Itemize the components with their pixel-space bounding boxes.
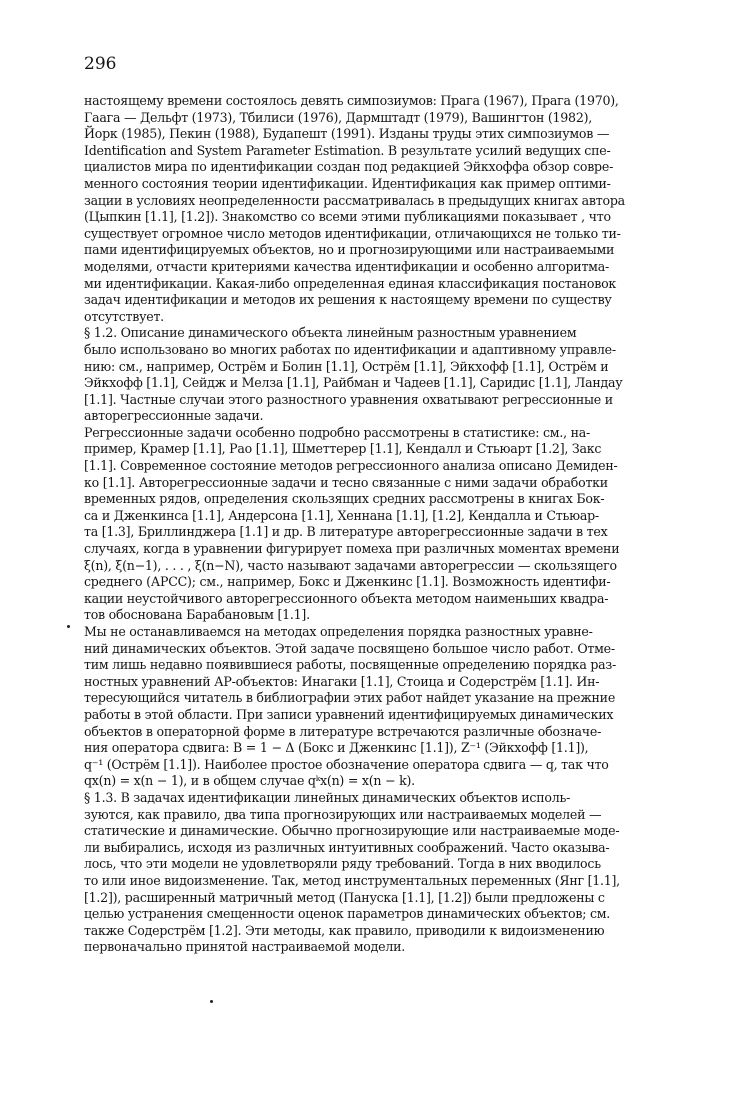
text-line: зуются, как правило, два типа прогнозирующих или настраиваемых моделей — bbox=[84, 806, 602, 822]
text-line: авторегрессионные задачи. bbox=[84, 408, 264, 424]
paragraph bbox=[84, 93, 688, 325]
text-line: (Цыпкин [1.1], [1.2]). Знакомство со всеми этими публикациями показывает , что bbox=[84, 209, 611, 225]
text-line: ко [1.1]. Авторегрессионные задачи и тесно связанные с ними задачи обработки bbox=[84, 474, 608, 490]
text-line: ми идентификации. Какая-либо определенная единая классификация постановок bbox=[84, 275, 617, 291]
text-line: Мы не останавливаемся на методах определения порядка разностных уравне- bbox=[84, 624, 593, 639]
body-text bbox=[84, 93, 688, 956]
scan-speck bbox=[67, 625, 70, 628]
text-line: статические и динамические. Обычно прогнозирующие или настраиваемые моде- bbox=[84, 823, 620, 839]
text-line: Гаага — Дельфт (1973), Тбилиси (1976), Дармштадт (1979), Вашингтон (1982), bbox=[84, 109, 593, 125]
text-line: первоначально принятой настраиваемой модели. bbox=[84, 939, 405, 955]
text-line: пример, Крамер [1.1], Рао [1.1], Шметтерер [1.1], Кендалл и Стьюарт [1.2], Закс bbox=[84, 441, 602, 457]
text-line: то или иное видоизменение. Так, метод инструментальных переменных (Янг [1.1], bbox=[84, 872, 620, 888]
text-line: существует огромное число методов идентификации, отличающихся не только ти- bbox=[84, 225, 621, 241]
text-line: зации в условиях неопределенности рассматривалась в предыдущих книгах автора bbox=[84, 192, 625, 208]
text-line: работы в этой области. При записи уравнений идентифицируемых динамических bbox=[84, 706, 614, 722]
text-line: [1.1]. Частные случаи этого разностного уравнения охватывают регрессионные и bbox=[84, 391, 613, 407]
scan-speck bbox=[210, 1000, 213, 1003]
text-line: Йорк (1985), Пекин (1988), Будапешт (1991). Изданы труды этих симпозиумов — bbox=[84, 126, 610, 142]
text-line: Эйкхофф [1.1], Сейдж и Мелза [1.1], Райбман и Чадеев [1.1], Саридис [1.1], Ландау bbox=[84, 375, 623, 391]
text-line: § 1.3. В задачах идентификации линейных динамических объектов исполь- bbox=[84, 789, 571, 805]
paragraph bbox=[84, 325, 688, 425]
text-line: [1.1]. Современное состояние методов регрессионного анализа описано Демиден- bbox=[84, 458, 618, 474]
text-line: ли выбирались, исходя из различных интуитивных соображений. Часто оказыва- bbox=[84, 839, 610, 855]
text-line: Identification and System Parameter Estimation. В результате усилий ведущих спе- bbox=[84, 142, 611, 158]
text-line: тов обоснована Барабановым [1.1]. bbox=[84, 607, 310, 623]
text-line: тим лишь недавно появившиеся работы, посвященные определению порядка раз- bbox=[84, 657, 617, 673]
text-line: нию: см., например, Острём и Болин [1.1], Острём [1.1], Эйкхофф [1.1], Острём и bbox=[84, 358, 609, 374]
page-number: 296 bbox=[84, 54, 117, 74]
text-line: qx(n) = x(n − 1), и в общем случае qᵏx(n) = x(n − k). bbox=[84, 773, 415, 789]
text-line: целью устранения смещенности оценок параметров динамических объектов; см. bbox=[84, 906, 611, 922]
text-line: среднего (АРСС); см., например, Бокс и Дженкинс [1.1]. Возможность идентифи- bbox=[84, 574, 611, 590]
text-line: Регрессионные задачи особенно подробно рассмотрены в статистике: см., на- bbox=[84, 424, 591, 440]
text-line: пами идентифицируемых объектов, но и прогнозирующими или настраиваемыми bbox=[84, 242, 615, 258]
text-line: ний динамических объектов. Этой задаче посвящено большое число работ. Отме- bbox=[84, 640, 615, 656]
text-line: менного состояния теории идентификации. Идентификация как пример оптими- bbox=[84, 175, 611, 191]
text-line: циалистов мира по идентификации создан под редакцией Эйкхоффа обзор совре- bbox=[84, 159, 614, 175]
text-line: кации неустойчивого авторегрессионного объекта методом наименьших квадра- bbox=[84, 590, 609, 606]
paragraph bbox=[84, 790, 688, 956]
text-line: случаях, когда в уравнении фигурирует помеха при различных моментах времени bbox=[84, 541, 620, 557]
text-line: [1.2]), расширенный матричный метод (Пануска [1.1], [1.2]) были предложены с bbox=[84, 889, 605, 905]
text-line: задач идентификации и методов их решения к настоящему времени по существу bbox=[84, 292, 612, 308]
text-line: ностных уравнений АР-объектов: Инагаки [1.1], Стоица и Содерстрём [1.1]. Ин- bbox=[84, 673, 600, 689]
text-line: было использовано во многих работах по идентификации и адаптивному управле- bbox=[84, 341, 616, 357]
paragraph bbox=[84, 425, 688, 624]
text-line: объектов в операторной форме в литературе встречаются различные обозначе- bbox=[84, 723, 602, 739]
text-line: ξ(n), ξ(n−1), . . . , ξ(n−N), часто называют задачами авторегрессии — скользящего bbox=[84, 557, 617, 573]
text-line: та [1.3], Бриллинджера [1.1] и др. В литературе авторегрессионные задачи в тех bbox=[84, 524, 608, 540]
text-line: ния оператора сдвига: B = 1 − Δ (Бокс и Дженкинс [1.1]), Z⁻¹ (Эйкхофф [1.1]), bbox=[84, 740, 589, 756]
paragraph bbox=[84, 624, 688, 790]
text-line: моделями, отчасти критериями качества идентификации и особенно алгоритма- bbox=[84, 258, 609, 274]
text-line: настоящему времени состоялось девять симпозиумов: Прага (1967), Прага (1970), bbox=[84, 93, 619, 108]
text-line: временных рядов, определения скользящих средних рассмотрены в книгах Бок- bbox=[84, 491, 605, 507]
text-line: тересующийся читатель в библиографии этих работ найдет указание на прежние bbox=[84, 690, 616, 706]
text-line: са и Дженкинса [1.1], Андерсона [1.1], Хеннана [1.1], [1.2], Кендалла и Стьюар- bbox=[84, 507, 599, 523]
text-line: лось, что эти модели не удовлетворяли ряду требований. Тогда в них вводилось bbox=[84, 856, 601, 872]
text-line: q⁻¹ (Острём [1.1]). Наиболее простое обозначение оператора сдвига — q, так что bbox=[84, 756, 609, 772]
text-line: § 1.2. Описание динамического объекта линейным разностным уравнением bbox=[84, 325, 577, 341]
text-line: также Содерстрём [1.2]. Эти методы, как правило, приводили к видоизменению bbox=[84, 922, 605, 938]
text-line: отсутствует. bbox=[84, 308, 164, 324]
